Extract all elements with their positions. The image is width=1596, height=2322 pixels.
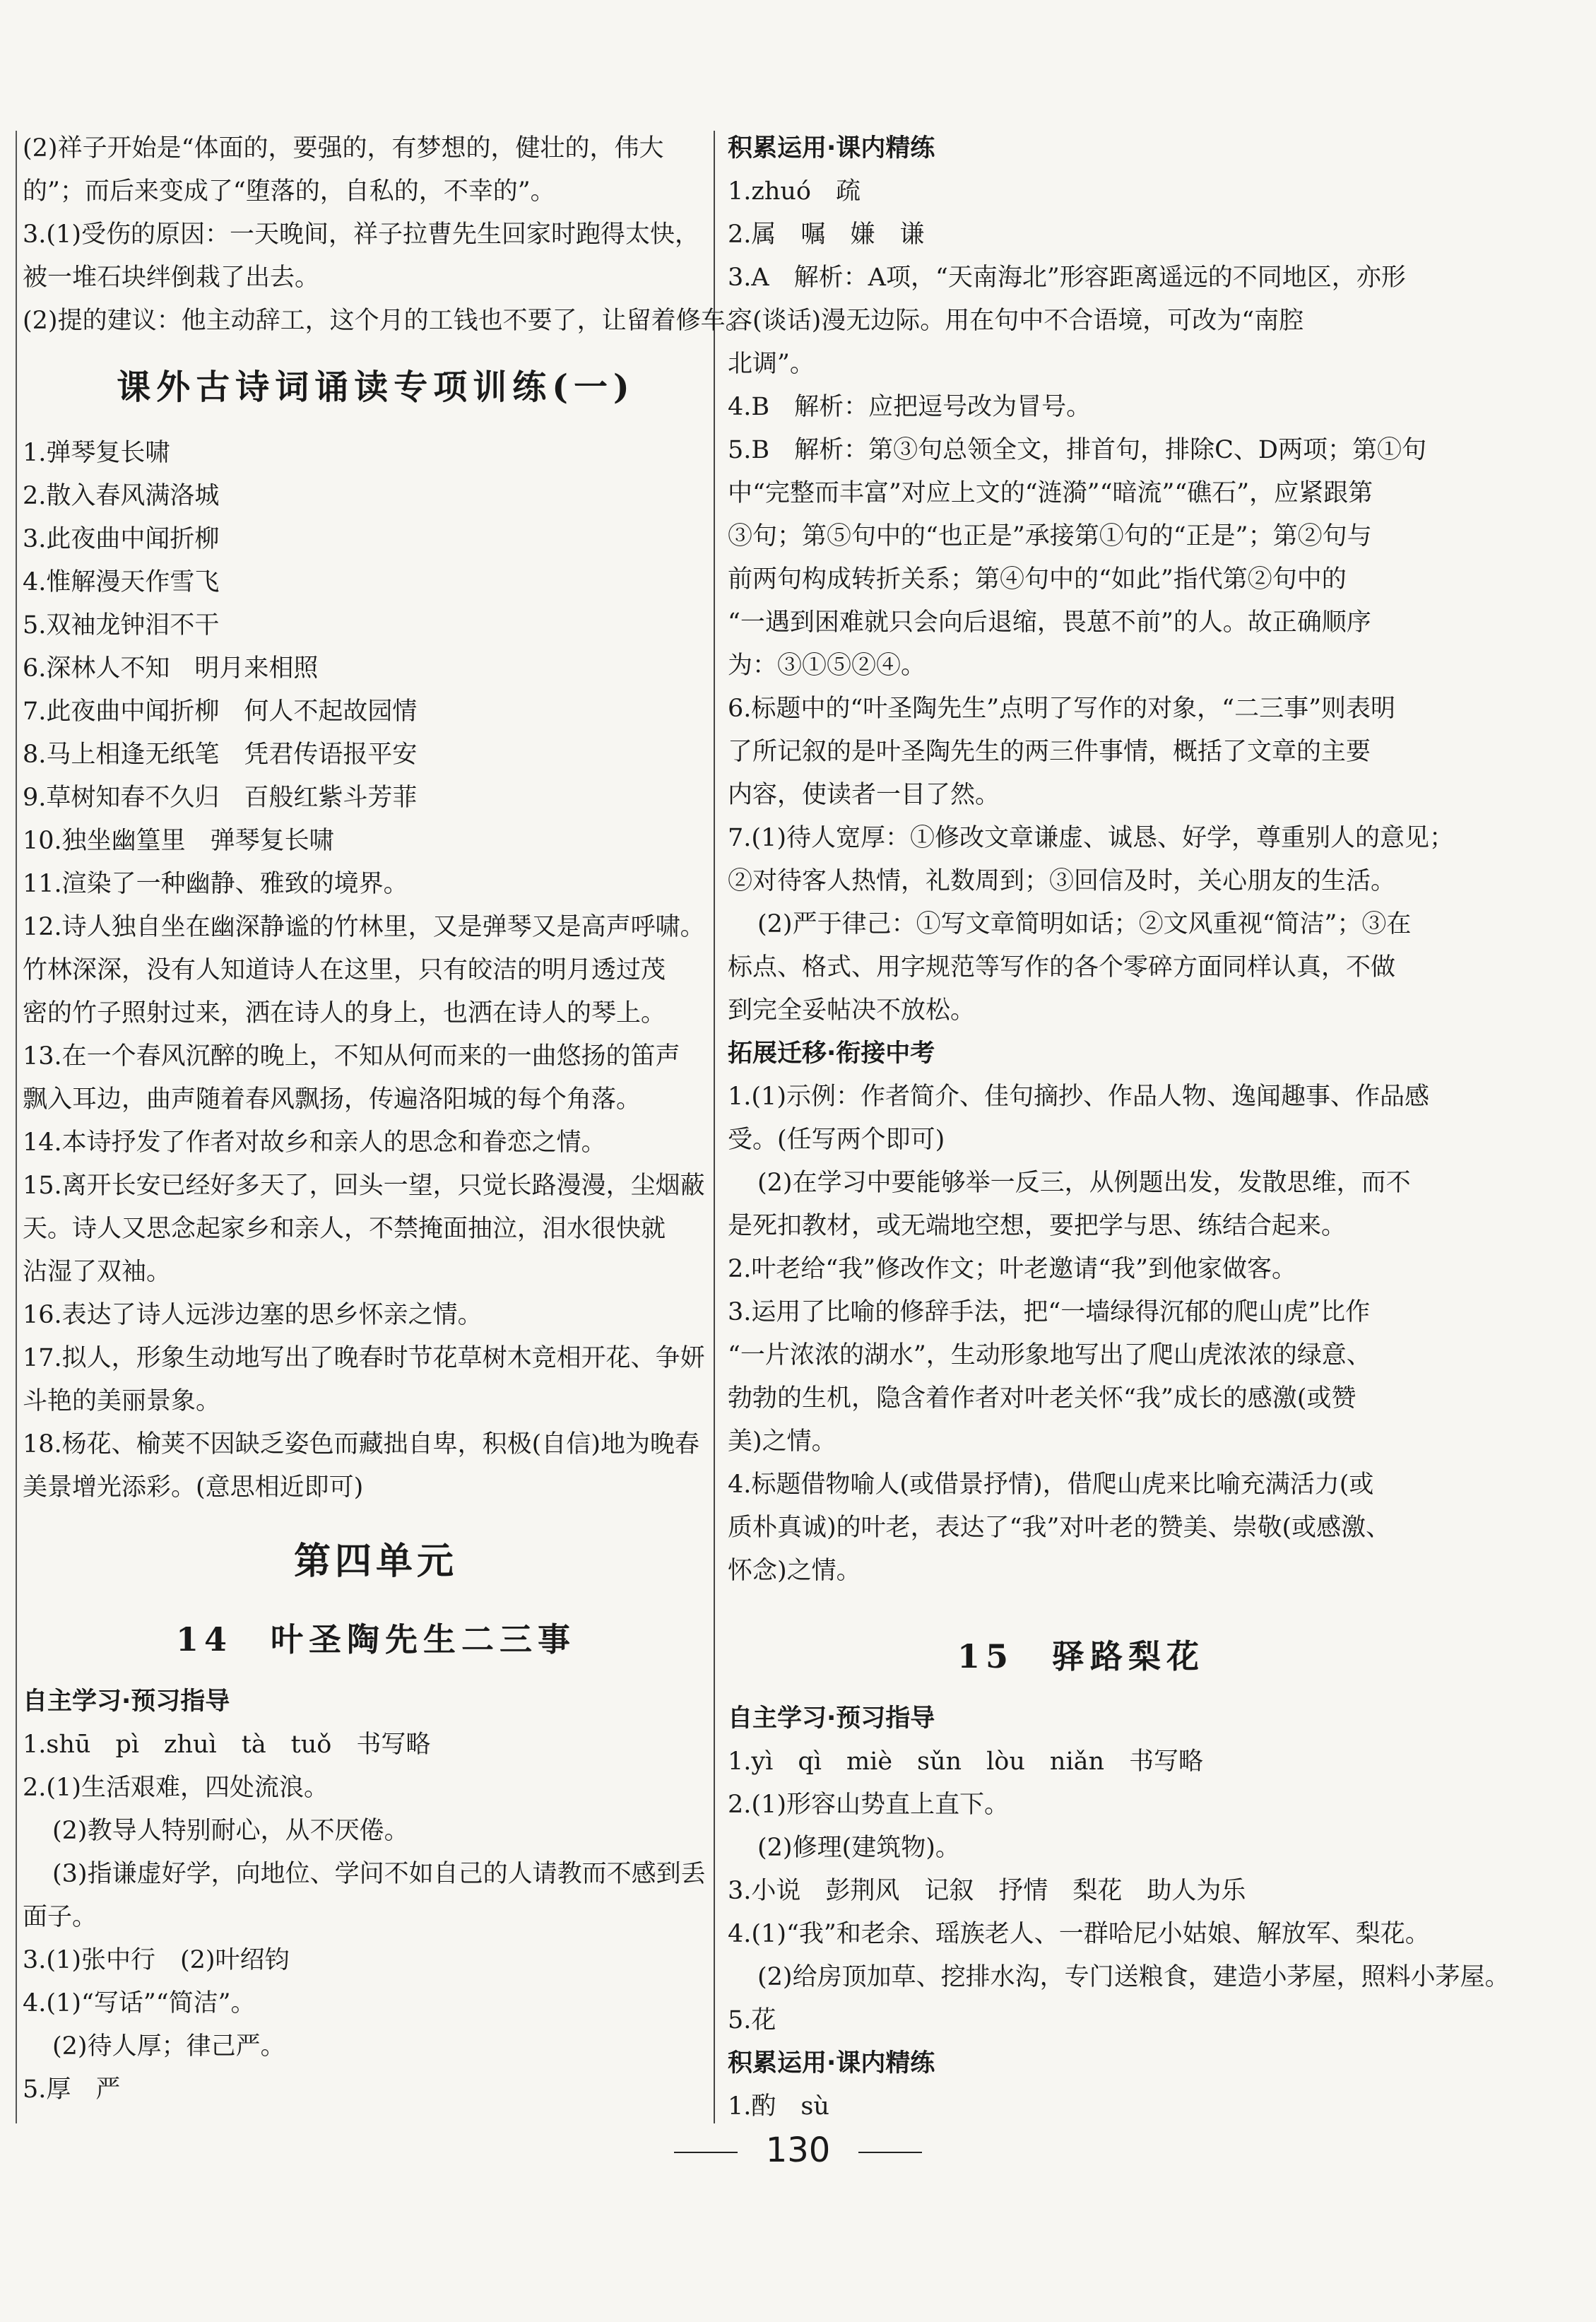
text-line: 3.A 解析：A项，“天南海北”形容距离遥远的不同地区，亦形 [728, 264, 1406, 292]
text-line: 的”；而后来变成了“堕落的，自私的，不幸的”。 [23, 177, 555, 206]
text-line: 1.zhuó 疏 [728, 177, 861, 206]
text-line: ③句；第⑤句中的“也正是”承接第①句的“正是”；第②句与 [728, 522, 1372, 550]
unit-title: 第四单元 [293, 1540, 458, 1583]
section-heading: 拓展迁移·衔接中考 [728, 1039, 935, 1068]
text-line: 3.(1)张中行 (2)叶绍钧 [23, 1946, 290, 1974]
text-line: 美)之情。 [728, 1427, 837, 1456]
text-line: 11.渲染了一种幽静、雅致的境界。 [23, 870, 408, 898]
text-line: 4.标题借物喻人(或借景抒情)，借爬山虎来比喻充满活力(或 [728, 1471, 1374, 1499]
right-column [728, 127, 1510, 2128]
page-number-footer [0, 2131, 1596, 2170]
footer-dash-right [858, 2152, 922, 2153]
text-line: 5.花 [728, 2006, 776, 2034]
section-heading: 积累运用·课内精练 [728, 2049, 935, 2078]
text-line: 标点、格式、用字规范等写作的各个零碎方面同样认真，不做 [728, 953, 1396, 982]
text-line: 内容，使读者一目了然。 [728, 781, 1000, 809]
text-line: 10.独坐幽篁里 弹琴复长啸 [23, 827, 334, 855]
text-line: 1.yì qì miè sǔn lòu niǎn 书写略 [728, 1748, 1204, 1776]
text-line: 6.标题中的“叶圣陶先生”点明了写作的对象，“二三事”则表明 [728, 695, 1395, 723]
text-line: 面子。 [23, 1903, 97, 1931]
text-line: 12.诗人独自坐在幽深静谧的竹林里，又是弹琴又是高声呼啸。 [23, 913, 705, 941]
text-line: 了所记叙的是叶圣陶先生的两三件事情，概括了文章的主要 [728, 738, 1371, 766]
text-line: 3.运用了比喻的修辞手法，把“一墙绿得沉郁的爬山虎”比作 [728, 1298, 1371, 1326]
text-line: 3.(1)受伤的原因：一天晚间，祥子拉曹先生回家时跑得太快， [23, 220, 699, 249]
text-line: (2)严于律己：①写文章简明如话；②文风重视“简洁”；③在 [757, 910, 1412, 938]
text-line: 4.B 解析：应把逗号改为冒号。 [728, 393, 1092, 421]
text-line: 1.酌 sù [728, 2092, 829, 2121]
text-line: 1.弹琴复长啸 [23, 439, 170, 467]
text-line: 到完全妥帖决不放松。 [728, 996, 976, 1025]
text-line: 斗艳的美丽景象。 [23, 1387, 221, 1415]
text-line: “一片浓浓的湖水”，生动形象地写出了爬山虎浓浓的绿意、 [728, 1341, 1371, 1369]
text-line: 3.小说 彭荆风 记叙 抒情 梨花 助人为乐 [728, 1877, 1246, 1905]
subject-title: 课外古诗词诵读专项训练(一) [117, 367, 635, 407]
text-line: 2.(1)形容山势直上直下。 [728, 1791, 1009, 1819]
text-line: 中“完整而丰富”对应上文的“涟漪”“暗流”“礁石”，应紧跟第 [728, 479, 1373, 507]
text-line: “一遇到困难就只会向后退缩，畏葸不前”的人。故正确顺序 [728, 608, 1371, 637]
text-line: 18.杨花、榆荚不因缺乏姿色而藏拙自卑，积极(自信)地为晚春 [23, 1430, 699, 1458]
text-line: (3)指谦虚好学，向地位、学问不如自己的人请教而不感到丢 [52, 1860, 706, 1888]
text-line: 勃勃的生机，隐含着作者对叶老关怀“我”成长的感激(或赞 [728, 1384, 1356, 1413]
left-margin-rule [16, 131, 17, 2123]
text-line: 2.散入春风满洛城 [23, 482, 220, 510]
text-line: 4.(1)“我”和老余、瑶族老人、一群哈尼小姑娘、解放军、梨花。 [728, 1920, 1430, 1948]
text-line: 9.草树知春不久归 百般红紫斗芳菲 [23, 784, 418, 812]
text-line: 容(谈话)漫无边际。用在句中不合语境，可改为“南腔 [728, 307, 1304, 335]
text-line: 17.拟人，形象生动地写出了晚春时节花草树木竞相开花、争妍 [23, 1344, 705, 1372]
text-line: 13.在一个春风沉醉的晚上，不知从何而来的一曲悠扬的笛声 [23, 1042, 680, 1071]
text-line: 为：③①⑤②④。 [728, 652, 926, 680]
text-line: 1.(1)示例：作者简介、佳句摘抄、作品人物、逸闻趣事、作品感 [728, 1083, 1429, 1111]
text-line: 被一堆石块绊倒栽了出去。 [23, 264, 320, 292]
text-line: 2.属 嘱 嫌 谦 [728, 220, 925, 249]
section-heading: 积累运用·课内精练 [728, 134, 935, 163]
text-line: 是死扣教材，或无端地空想，要把学与思、练结合起来。 [728, 1212, 1347, 1240]
text-line: 5.双袖龙钟泪不干 [23, 611, 220, 640]
text-line: 5.B 解析：第③句总领全文，排首句，排除C、D两项；第①句 [728, 436, 1426, 464]
text-line: 质朴真诚)的叶老，表达了“我”对叶老的赞美、崇敬(或感激、 [728, 1514, 1391, 1542]
text-line: 7.此夜曲中闻折柳 何人不起故园情 [23, 697, 418, 726]
text-line: 受。(任写两个即可) [728, 1126, 945, 1154]
text-line: (2)在学习中要能够举一反三，从例题出发，发散思维，而不 [757, 1169, 1411, 1197]
section-heading: 自主学习·预习指导 [728, 1704, 935, 1733]
text-line: 天。诗人又思念起家乡和亲人，不禁掩面抽泣，泪水很快就 [23, 1215, 666, 1243]
text-line: (2)修理(建筑物)。 [757, 1834, 960, 1862]
text-line: (2)给房顶加草、挖排水沟，专门送粮食，建造小茅屋，照料小茅屋。 [757, 1963, 1510, 1991]
lesson-title: 15 驿路梨花 [957, 1637, 1205, 1675]
text-line: 2.(1)生活艰难，四处流浪。 [23, 1774, 329, 1802]
text-line: 美景增光添彩。(意思相近即可) [23, 1473, 364, 1502]
text-line: 怀念)之情。 [728, 1557, 861, 1585]
text-line: ②对待客人热情，礼数周到；③回信及时，关心朋友的生活。 [728, 867, 1396, 895]
text-line: 15.离开长安已经好多天了，回头一望，只觉长路漫漫，尘烟蔽 [23, 1172, 705, 1200]
text-line: 14.本诗抒发了作者对故乡和亲人的思念和眷恋之情。 [23, 1128, 606, 1157]
text-line: (2)待人厚；律己严。 [52, 2032, 285, 2061]
text-line: 北调”。 [728, 350, 815, 378]
text-line: (2)提的建议：他主动辞工，这个月的工钱也不要了，让留着修车。 [23, 307, 750, 335]
text-line: 4.惟解漫天作雪飞 [23, 568, 220, 596]
text-line: 飘入耳边，曲声随着春风飘扬，传遍洛阳城的每个角落。 [23, 1085, 642, 1114]
text-line: 5.厚 严 [23, 2075, 121, 2104]
text-line: 密的竹子照射过来，洒在诗人的身上，也洒在诗人的琴上。 [23, 999, 666, 1027]
text-line: 前两句构成转折关系；第④句中的“如此”指代第②句中的 [728, 565, 1347, 594]
text-line: 3.此夜曲中闻折柳 [23, 525, 220, 553]
spacer [728, 1593, 1434, 1615]
text-line: 2.叶老给“我”修改作文；叶老邀请“我”到他家做客。 [728, 1255, 1296, 1283]
left-column [23, 127, 750, 2111]
text-line: 7.(1)待人宽厚：①修改文章谦虚、诚恳、好学，尊重别人的意见； [728, 824, 1454, 852]
text-line: (2)祥子开始是“体面的，要强的，有梦想的，健壮的，伟大 [23, 134, 664, 163]
section-heading: 自主学习·预习指导 [23, 1687, 230, 1716]
text-line: 8.马上相逢无纸笔 凭君传语报平安 [23, 741, 418, 769]
text-line: 6.深林人不知 明月来相照 [23, 654, 319, 683]
text-line: 4.(1)“写话”“简洁”。 [23, 1989, 256, 2017]
text-line: 1.shū pì zhuì tà tuǒ 书写略 [23, 1731, 431, 1759]
footer-dash-left [674, 2152, 738, 2153]
text-line: 16.表达了诗人远涉边塞的思乡怀亲之情。 [23, 1301, 483, 1329]
text-line: 竹林深深，没有人知道诗人在这里，只有皎洁的明月透过茂 [23, 956, 666, 984]
text-line: 沾湿了双袖。 [23, 1258, 172, 1286]
text-line: (2)教导人特别耐心，从不厌倦。 [52, 1817, 409, 1845]
lesson-title: 14 叶圣陶先生二三事 [175, 1620, 576, 1658]
page-number: 130 [765, 2131, 831, 2170]
